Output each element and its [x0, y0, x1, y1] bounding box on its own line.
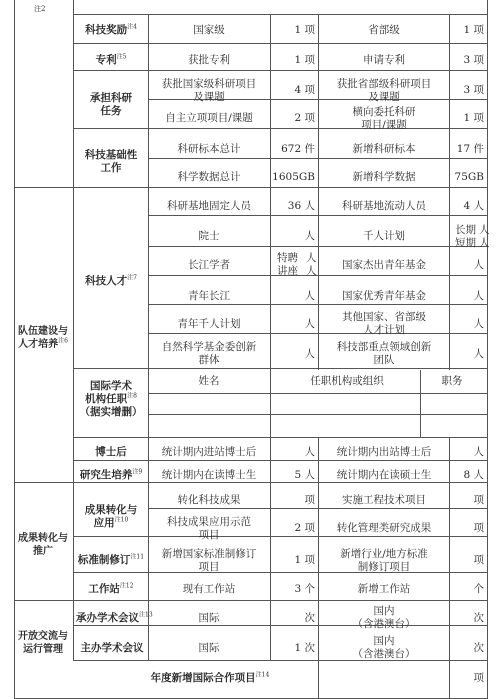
management-results-label: 转化管理类研究成果 [336, 522, 432, 534]
grid-line [73, 0, 74, 605]
new-station-label: 新增工作站 [357, 583, 411, 595]
industry-standard-label: 新增行业/地方标准 制修订项目 [340, 548, 428, 573]
fixed-staff-label: 科研基地固定人员 [167, 200, 251, 212]
award-provincial-label: 省部级 [368, 24, 400, 36]
young-thousand-value: 人 [304, 318, 315, 330]
thousand-short-unit: 人 [479, 237, 490, 249]
grid-line [73, 70, 487, 71]
project-provincial-value: 3 项 [463, 84, 484, 96]
grid-line [73, 460, 487, 461]
nsfc-excellent-value: 人 [473, 290, 484, 302]
thousand-long-label: 长期 [455, 224, 476, 236]
thousand-long-unit: 人 [479, 224, 490, 236]
specimen-new-label: 新增科研标本 [352, 143, 416, 155]
new-station-value: 个 [473, 583, 484, 595]
intl-title-header: 职务 [441, 375, 463, 387]
postdoc-out-value: 人 [473, 446, 484, 458]
project-national-label: 获批国家级科研项目 及课题 [161, 78, 257, 103]
national-standard-label: 新增国家标准制修订 项目 [161, 548, 257, 573]
grid-line [14, 187, 487, 188]
specimen-new-value: 17 件 [456, 143, 484, 155]
grid-line [73, 605, 74, 660]
most-team-label: 科技部重点领域创新 团队 [336, 341, 432, 366]
grid-line [148, 304, 487, 305]
data-new-label: 新增科学数据 [352, 171, 416, 183]
demo-projects-label: 科技成果应用示范 项目 [167, 516, 251, 541]
project-commissioned-value: 1 项 [463, 112, 484, 124]
grid-line [148, 275, 487, 276]
specimen-total-value: 672 件 [281, 143, 315, 155]
nsfc-excellent-label: 国家优秀青年基金 [342, 290, 426, 302]
grid-line [73, 437, 487, 438]
grid-line [148, 414, 487, 415]
transfer-results-value: 项 [304, 494, 315, 506]
changjiang-chair-unit: 人 [306, 265, 317, 277]
grid-line [73, 14, 487, 15]
master-students-label: 统计期内在读硕士生 [336, 469, 432, 481]
phd-students-label: 统计期内在读博士生 [161, 469, 257, 481]
talent-label: 科技人才$^{注7}$ [85, 274, 137, 287]
standard-label: 标准制修订$^{注11}$ [77, 553, 145, 566]
award-provincial-value: 1 项 [463, 24, 484, 36]
talent-group-label: 队伍建设与 人才培养$^{注6}$ [18, 326, 68, 350]
grid-line [73, 536, 487, 537]
main-intl-label: 国际 [198, 642, 220, 654]
transfer-results-label: 转化科技成果 [177, 494, 241, 506]
grid-line [148, 158, 487, 159]
postdoc-out-label: 统计期内出站博士后 [336, 446, 432, 458]
project-provincial-label: 获批省部级科研项目 及课题 [336, 78, 432, 103]
engineering-projects-value: 项 [473, 494, 484, 506]
patent-granted-label: 获批专利 [188, 54, 230, 66]
specimen-total-label: 科研标本总计 [177, 143, 241, 155]
basic-work-label: 科技基础性 工作 [84, 149, 138, 174]
host-domestic-label: 国内 （含港澳台） [352, 605, 416, 630]
patent-applied-value: 3 项 [463, 54, 484, 66]
data-total-label: 科学数据总计 [177, 171, 241, 183]
grid-line [73, 43, 487, 44]
main-intl-value: 1 次 [294, 642, 315, 654]
grid-line [148, 246, 487, 247]
academician-label: 院士 [198, 230, 220, 242]
intl-name-header: 姓名 [198, 375, 220, 387]
nsfc-distinguished-label: 国家杰出青年基金 [342, 259, 426, 271]
intl-position-label: 国际学术 机构任职$^{注8}$ （据实增删） [79, 380, 143, 418]
patent-label: 专利$^{注5}$ [95, 53, 127, 66]
changjiang-label: 长江学者 [188, 259, 230, 271]
master-students-value: 8 人 [463, 469, 484, 481]
exchange-group-label: 开放交流与 运行管理 [18, 631, 68, 655]
existing-station-label: 现有工作站 [182, 583, 236, 595]
main-conference-label: 主办学术会议 [80, 642, 144, 654]
main-domestic-label: 国内 （含港澳台） [352, 635, 416, 660]
young-changjiang-label: 青年长江 [188, 290, 230, 302]
host-intl-value: 次 [304, 612, 315, 624]
nsfc-group-label: 自然科学基金委创新 群体 [161, 341, 257, 366]
grid-line [148, 508, 487, 509]
grid-line [270, 437, 271, 660]
main-domestic-value: 次 [473, 642, 484, 654]
mobile-staff-value: 4 人 [463, 200, 484, 212]
grid-line [14, 482, 487, 483]
engineering-projects-label: 实施工程技术项目 [342, 494, 426, 506]
transfer-label: 成果转化与 应用$^{注10}$ [84, 504, 138, 529]
thousand-short-label: 短期 [455, 237, 476, 249]
changjiang-distinguished-label: 特聘 [277, 252, 298, 264]
award-national-value: 1 项 [294, 24, 315, 36]
intl-org-header: 任职机构或组织 [310, 375, 384, 387]
changjiang-distinguished-unit: 人 [306, 252, 317, 264]
academician-value: 人 [304, 230, 315, 242]
data-new-value: 75GB [454, 171, 484, 183]
grid-line [73, 368, 487, 369]
management-results-value: 项 [473, 522, 484, 534]
project-self-label: 自主立项项目/课题 [165, 112, 253, 124]
project-national-value: 4 项 [294, 84, 315, 96]
project-self-value: 2 项 [294, 112, 315, 124]
patent-applied-label: 申请专利 [363, 54, 405, 66]
project-commissioned-label: 横向委托科研 项目/课题 [352, 106, 416, 131]
grid-line [148, 215, 487, 216]
young-changjiang-value: 人 [304, 290, 315, 302]
award-label: 科技奖励$^{注4}$ [85, 23, 137, 36]
thousand-talents-label: 千人计划 [363, 230, 405, 242]
most-team-value: 人 [473, 348, 484, 360]
national-standard-value: 1 项 [294, 554, 315, 566]
phd-students-value: 5 人 [294, 469, 315, 481]
data-total-value: 1605GB [272, 171, 315, 183]
other-talent-plan-label: 其他国家、省部级 人才计划 [342, 311, 426, 336]
young-thousand-label: 青年千人计划 [177, 318, 241, 330]
station-label: 工作站$^{注12}$ [88, 582, 134, 595]
footnote-mark: 注2 [34, 5, 46, 13]
patent-granted-value: 1 项 [294, 54, 315, 66]
transfer-group-label: 成果转化与 推广 [18, 533, 68, 557]
existing-station-value: 3 个 [294, 583, 315, 595]
industry-standard-value: 项 [473, 554, 484, 566]
nsfc-group-value: 人 [304, 348, 315, 360]
host-intl-label: 国际 [198, 612, 220, 624]
changjiang-chair-label: 讲座 [277, 265, 298, 277]
postdoc-label: 博士后 [95, 446, 127, 458]
postdoc-in-label: 统计期内进站博士后 [161, 446, 257, 458]
host-domestic-value: 次 [473, 612, 484, 624]
grid-line [148, 14, 149, 660]
other-talent-plan-value: 人 [473, 318, 484, 330]
nsfc-distinguished-value: 人 [473, 259, 484, 271]
intl-coop-label: 年度新增国际合作项目$^{注14}$ [150, 671, 270, 684]
postdoc-in-value: 人 [304, 446, 315, 458]
grid-line [449, 14, 450, 370]
graduate-label: 研究生培养$^{注9}$ [79, 468, 143, 481]
award-national-label: 国家级 [193, 24, 225, 36]
grid-line [318, 14, 319, 370]
grid-line [148, 393, 487, 394]
grid-line [270, 14, 271, 437]
project-label: 承担科研 任务 [90, 92, 132, 117]
demo-projects-value: 2 项 [294, 522, 315, 534]
intl-coop-value: 项 [473, 672, 484, 684]
grid-line [487, 0, 488, 699]
fixed-staff-value: 36 人 [287, 200, 315, 212]
host-conference-label: 承办学术会议$^{注13}$ [76, 611, 153, 624]
mobile-staff-label: 科研基地流动人员 [342, 200, 426, 212]
grid-line [14, 600, 487, 601]
